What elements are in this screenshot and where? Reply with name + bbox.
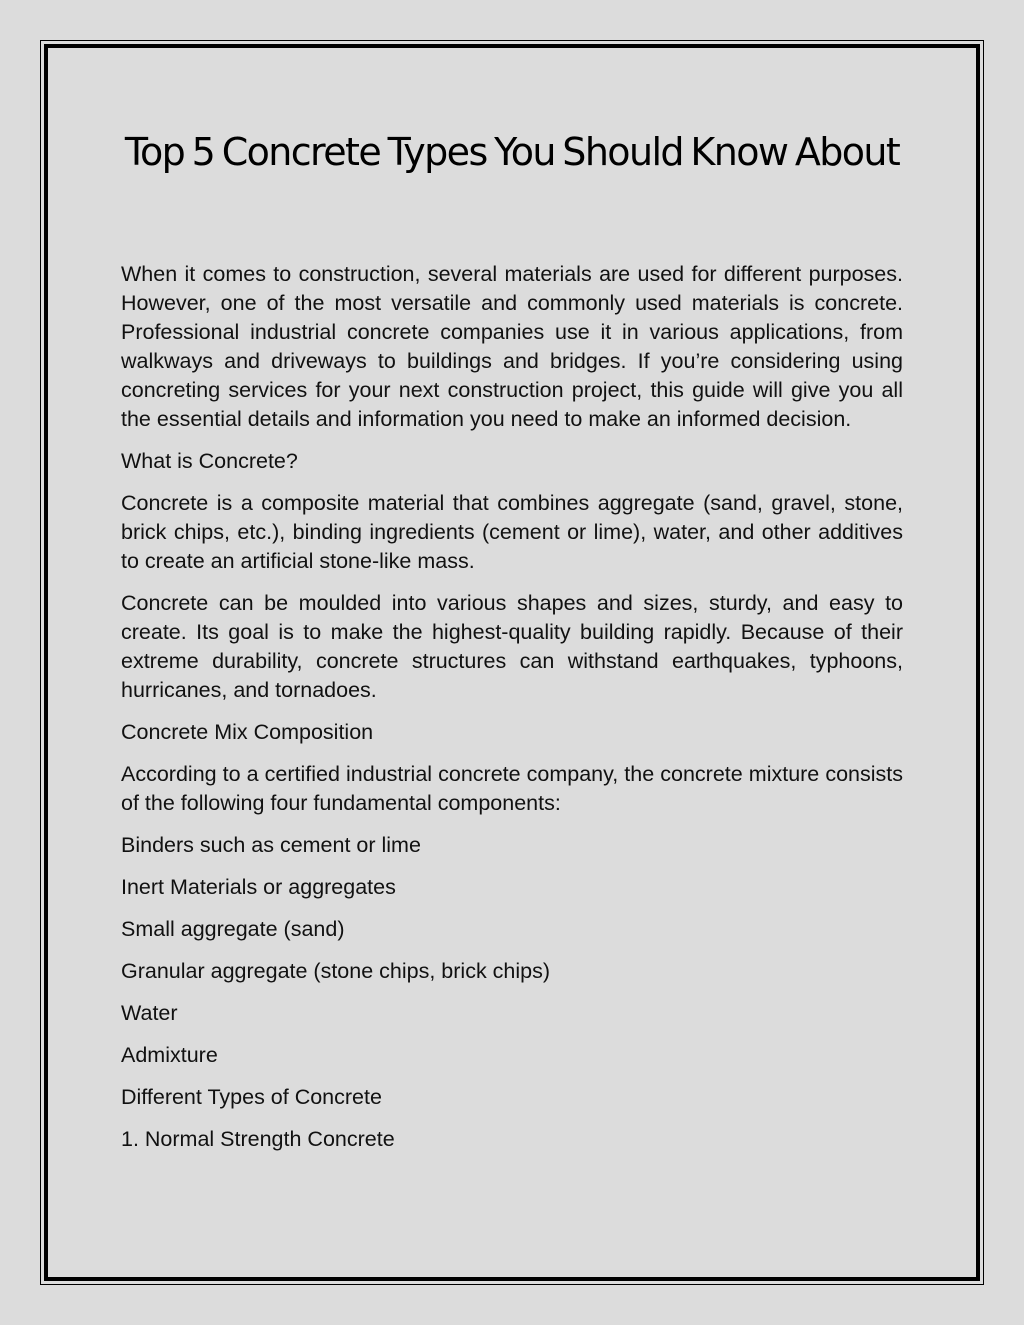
component-item: Water (121, 1001, 178, 1025)
component-item: Admixture (121, 1043, 218, 1067)
document-title: Top 5 Concrete Types You Should Know About (124, 130, 900, 174)
composition-paragraph: According to a certified industrial concrete company, the concrete mixture consists of the following four fundamental components: (121, 762, 903, 815)
properties-paragraph: Concrete can be moulded into various shapes and sizes, sturdy, and easy to create. Its goal is to make the highest-quality building rapidly. Because of their extreme durability, concrete structures can withstand earthquakes, typhoons, hurricanes, and tornadoes. (121, 591, 903, 702)
component-item: Small aggregate (sand) (121, 917, 345, 941)
heading-mix-composition: Concrete Mix Composition (121, 720, 374, 744)
heading-what-is-concrete: What is Concrete? (121, 449, 298, 473)
component-item: Binders such as cement or lime (121, 833, 421, 857)
heading-types-of-concrete: Different Types of Concrete (121, 1085, 382, 1109)
heading-normal-strength: 1. Normal Strength Concrete (121, 1127, 395, 1151)
component-item: Granular aggregate (stone chips, brick chips) (121, 959, 551, 983)
definition-paragraph: Concrete is a composite material that combines aggregate (sand, gravel, stone, brick chips, etc.), binding ingredients (cement or lime), water, and other additives to create an artificial stone-like mass. (121, 491, 903, 573)
component-item: Inert Materials or aggregates (121, 875, 396, 899)
document-body (121, 260, 903, 1167)
intro-paragraph: When it comes to construction, several materials are used for different purposes. However, one of the most versatile and commonly used materials is concrete. Professional industrial concrete companies use it in various applications, from walkways and driveways to buildings and bridges. If you’re considering using concreting services for your next construction project, this guide will give you all the essential details and information you need to make an informed decision. (121, 262, 903, 431)
